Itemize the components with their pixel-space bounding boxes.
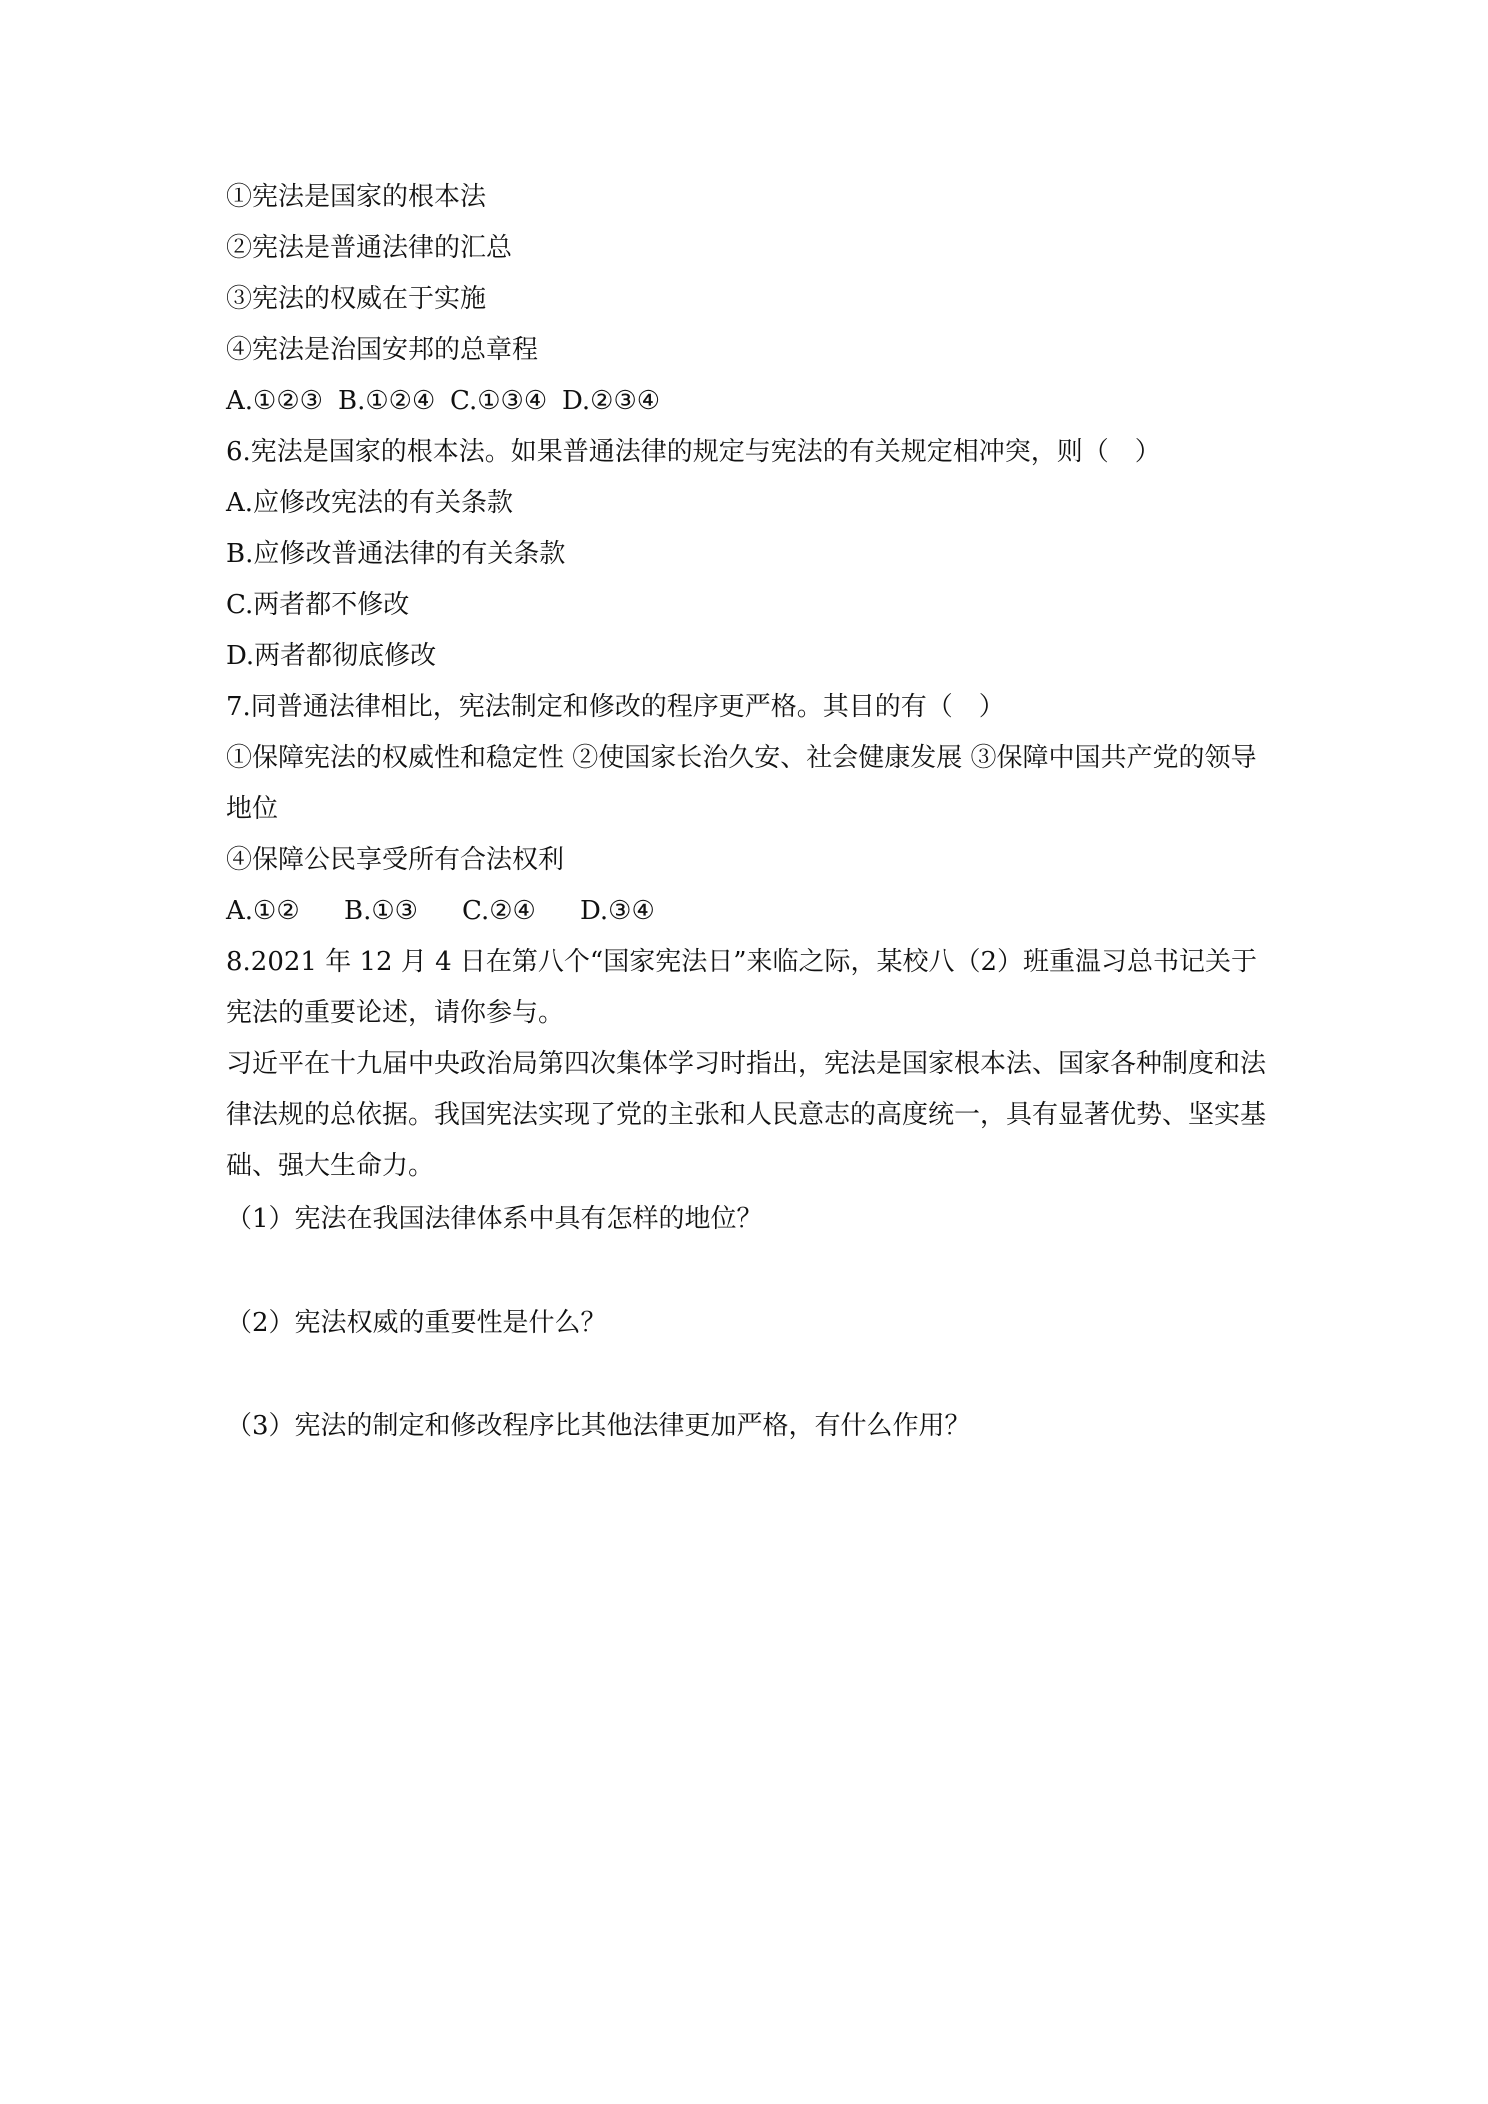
q8-subquestion-2: （2）宪法权威的重要性是什么？ <box>226 1308 607 1338</box>
q6-stem: 6.宪法是国家的根本法。如果普通法律的规定与宪法的有关规定相冲突，则（ ） <box>226 437 1161 467</box>
q7-items-line-1: ①保障宪法的权威性和稳定性 ②使国家长治久安、社会健康发展 ③保障中国共产党的领导 <box>226 743 1257 773</box>
q5-option-a: A.①②③ <box>226 386 323 416</box>
q8-material-line-2: 律法规的总依据。我国宪法实现了党的主张和人民意志的高度统一，具有显著优势、坚实基 <box>226 1100 1267 1130</box>
q5-item-1: ①宪法是国家的根本法 <box>226 182 487 212</box>
q8-subquestion-3: （3）宪法的制定和修改程序比其他法律更加严格，有什么作用？ <box>226 1411 971 1441</box>
q6-option-b: B.应修改普通法律的有关条款 <box>226 539 566 569</box>
q5-options <box>226 384 660 418</box>
q6-option-a: A.应修改宪法的有关条款 <box>226 488 514 518</box>
q8-stem-line-1: 8.2021 年 12 月 4 日在第八个“国家宪法日”来临之际，某校八（2）班重温习总书记关于 <box>226 947 1258 977</box>
q6-option-c: C.两者都不修改 <box>226 590 410 620</box>
q5-option-c: C.①③④ <box>450 386 548 416</box>
q6-option-d: D.两者都彻底修改 <box>226 641 437 671</box>
q5-option-d: D.②③④ <box>562 386 661 416</box>
q8-material-line-3: 础、强大生命力。 <box>226 1151 435 1181</box>
q7-item-4: ④保障公民享受所有合法权利 <box>226 845 565 875</box>
q5-item-3: ③宪法的权威在于实施 <box>226 284 487 314</box>
q8-stem-line-2: 宪法的重要论述，请你参与。 <box>226 998 565 1028</box>
q7-option-c: C.②④ <box>462 896 536 926</box>
q7-option-a: A.①② <box>226 896 300 926</box>
q8-subquestion-1: （1）宪法在我国法律体系中具有怎样的地位？ <box>226 1204 763 1234</box>
q7-option-b: B.①③ <box>344 896 418 926</box>
q7-option-d: D.③④ <box>580 896 655 926</box>
q8-material-line-1: 习近平在十九届中央政治局第四次集体学习时指出，宪法是国家根本法、国家各种制度和法 <box>226 1049 1267 1079</box>
q5-item-2: ②宪法是普通法律的汇总 <box>226 233 513 263</box>
q5-option-b: B.①②④ <box>338 386 436 416</box>
q5-item-4: ④宪法是治国安邦的总章程 <box>226 335 539 365</box>
q7-items-line-2: 地位 <box>226 794 279 824</box>
q7-options <box>226 894 655 928</box>
q7-stem: 7.同普通法律相比，宪法制定和修改的程序更严格。其目的有（ ） <box>226 692 1005 722</box>
